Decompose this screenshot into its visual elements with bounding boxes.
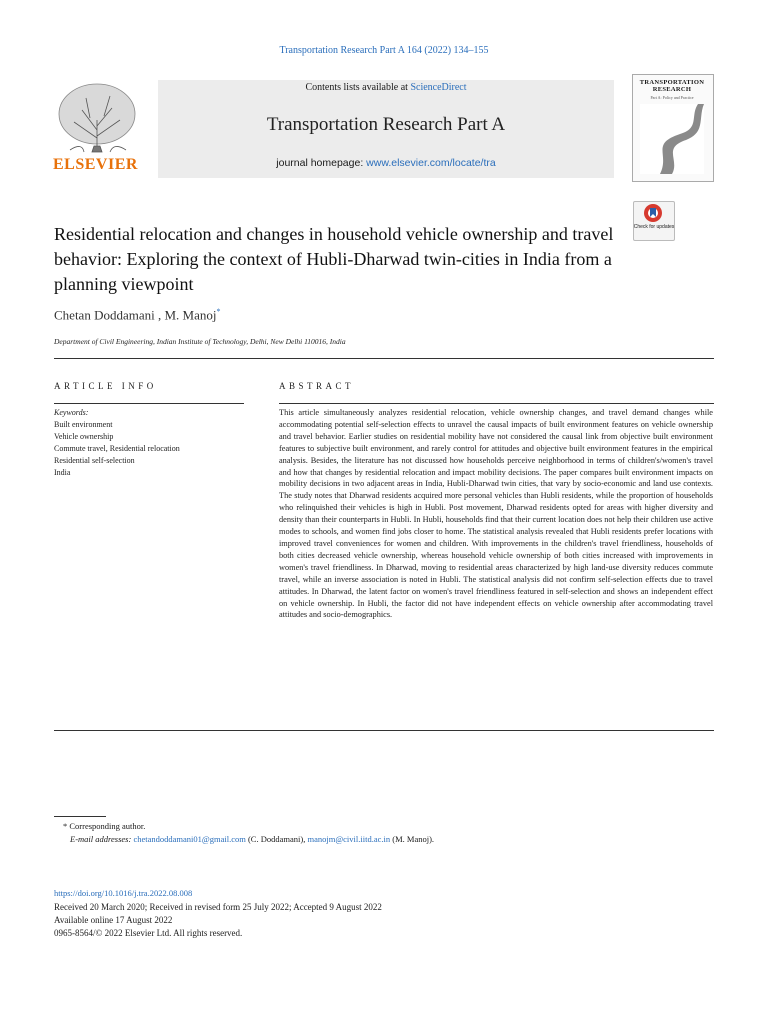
divider xyxy=(54,730,714,731)
publisher-wordmark: ELSEVIER xyxy=(53,156,138,173)
divider xyxy=(54,403,244,404)
keyword-item: Vehicle ownership xyxy=(54,432,114,441)
author-name[interactable]: Chetan Doddamani xyxy=(54,307,155,323)
keyword-item: Residential self-selection xyxy=(54,456,135,465)
email-footnote: E-mail addresses: chetandoddamani01@gmail.com (C. Doddamani), manojm@civil.iitd.ac.in (M. Manoj). xyxy=(70,834,435,844)
keyword-item: Built environment xyxy=(54,420,113,429)
corresponding-footnote: * Corresponding author. xyxy=(63,821,146,831)
article-info-heading: ARTICLE INFO xyxy=(54,381,157,391)
check-updates-label: Check for updates xyxy=(633,224,675,230)
divider xyxy=(54,358,714,359)
article-title: Residential relocation and changes in household vehicle ownership and travel behavior: Exploring the context of Hubli-Dharwad twin-cities in India from a planning viewpoint xyxy=(54,224,614,294)
footnote-rule xyxy=(54,816,106,817)
keyword-item: Commute travel, Residential relocation xyxy=(54,444,180,453)
copyright: 0965-8564/© 2022 Elsevier Ltd. All rights reserved. xyxy=(54,928,243,938)
cover-title: TRANSPORTATION RESEARCH xyxy=(639,79,705,93)
cover-subtitle: Part A: Policy and Practice xyxy=(650,95,694,100)
available-online: Available online 17 August 2022 xyxy=(54,915,173,925)
sciencedirect-link[interactable]: ScienceDirect xyxy=(410,82,467,93)
author-list: Chetan Doddamani , M. Manoj* xyxy=(54,307,221,323)
journal-citation[interactable]: Transportation Research Part A 164 (2022) 134–155 xyxy=(279,45,489,56)
keywords-list xyxy=(54,407,180,479)
check-updates-icon xyxy=(643,203,663,223)
received-dates: Received 20 March 2020; Received in revised form 25 July 2022; Accepted 9 August 2022 xyxy=(54,902,382,912)
email-link[interactable]: manojm@civil.iitd.ac.in xyxy=(307,834,391,844)
keyword-item: India xyxy=(54,468,71,477)
journal-homepage: journal homepage: www.elsevier.com/locate/tra xyxy=(276,157,496,169)
keywords-label: Keywords: xyxy=(54,408,89,417)
email-label: E-mail addresses: xyxy=(70,834,132,844)
cover-road-graphic xyxy=(640,104,704,174)
doi-link[interactable]: https://doi.org/10.1016/j.tra.2022.08.008 xyxy=(54,888,193,898)
journal-name: Transportation Research Part A xyxy=(266,114,506,135)
contents-line: Contents lists available at ScienceDirect xyxy=(305,82,467,93)
abstract-text: This article simultaneously analyzes residential relocation, vehicle ownership changes, and travel demand changes while accommodating potential self-selection effects to unravel the causal impacts of built environment features on vehicle ownership and travel behavior. Earlier studies on residential mobility have not considered the causal link from objective built environment features to subjective built environment, and rarely control for attitudes and objective built environment features in the empirical analysis. Besides, the literature has not discussed how households perceive neighborhood in terms of children's/women's travel and how that changes by residential relocation and impact mobility decisions. The paper compares built environment impacts on mobility decisions in two adjacent areas in India, Hubli-Dharwad twin cities, that vary by socio-economic and land use contexts. The study notes that Dharwad residents acquired more personal vehicles than Hubli residents, while the proportion of households who relinquished their vehicles is high in Hubli. Post movement, Dharwad residents opted for areas with higher diversity and density than their counterparts in Hubli. In Hubli, households find that their current location does not help their children use active modes to schools, and women find jobs closer to home. The statistical analysis revealed that Hubli residents prefer locations with improved travel conveniences for women and children. With improvements in the children's travel friendliness, households of both cities decreased vehicle ownership, whereas household vehicle ownership of both cities increased with improvements in women's travel friendliness. In Dharwad, moving to residential areas characterized by high land-use diversity reduces commute travel, while an inverse association is noted in Hubli. The statistical analysis did not confirm self-selection effects due to travel attitudes. In Dharwad, the latent factor on women's travel friendliness featured in self-selection and shows an independent effect on vehicle ownership. In Hubli, the factor did not have independent effects on vehicle ownership after accommodating travel attitudes and socio-demographics. xyxy=(279,408,713,620)
homepage-link[interactable]: www.elsevier.com/locate/tra xyxy=(366,157,496,169)
affiliation: Department of Civil Engineering, Indian Institute of Technology, Delhi, New Delhi 110016, India xyxy=(54,337,346,346)
corresponding-author-mark[interactable]: * xyxy=(216,307,221,316)
divider xyxy=(279,403,714,404)
abstract-heading: ABSTRACT xyxy=(279,381,355,391)
email-link[interactable]: chetandoddamani01@gmail.com xyxy=(133,834,246,844)
author-name[interactable]: M. Manoj xyxy=(164,307,217,323)
